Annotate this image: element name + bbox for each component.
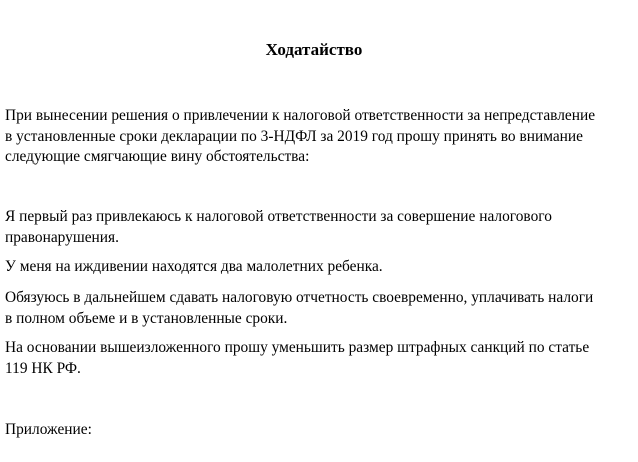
circumstance-obligation	[5, 288, 631, 329]
request-line: На основании вышеизложенного прошу уменьшить размер штрафных санкций по статье	[5, 339, 590, 356]
circumstance-line: У меня на иждивении находятся два малолетних ребенка.	[5, 258, 383, 275]
request-paragraph	[5, 338, 631, 379]
circumstance-first-offense	[5, 207, 631, 248]
intro-line: При вынесении решения о привлечении к налоговой ответственности за непредставление	[5, 107, 596, 124]
circumstance-line: правонарушения.	[5, 228, 119, 246]
circumstance-line: Я первый раз привлекаюсь к налоговой ответственности за совершение налогового	[5, 208, 552, 225]
intro-line: в установленные сроки декларации по 3-НДФЛ за 2019 год прошу принять во внимание	[5, 127, 583, 145]
circumstance-line: Обязуюсь в дальнейшем сдавать налоговую отчетность своевременно, уплачивать налоги	[5, 289, 594, 306]
attachment-label: Приложение:	[5, 421, 92, 438]
document-title: Ходатайство	[265, 40, 363, 59]
circumstance-dependents	[5, 257, 631, 278]
request-line: 119 НК РФ.	[5, 359, 81, 377]
intro-line: следующие смягчающие вину обстоятельства:	[5, 148, 310, 165]
circumstance-line: в полном объеме и в установленные сроки.	[5, 309, 288, 327]
intro-paragraph	[5, 106, 631, 168]
